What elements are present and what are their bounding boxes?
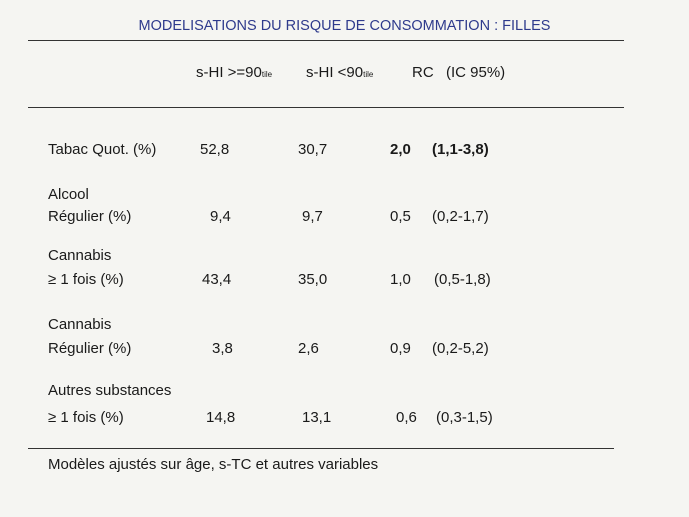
header-col1-main: s-HI >=90 — [196, 64, 262, 81]
row-rc: 0,9 — [390, 340, 411, 357]
top-rule — [28, 40, 624, 41]
row-ic: (0,2-5,2) — [432, 340, 489, 357]
row-label-line1: Alcool — [48, 186, 89, 203]
footnote-rule — [28, 448, 614, 449]
row-ic: (1,1-3,8) — [432, 141, 489, 158]
row-rc: 0,5 — [390, 208, 411, 225]
row-label-line2: Régulier (%) — [48, 340, 132, 357]
header-col2-main: s-HI <90 — [306, 64, 364, 81]
header-col1-sub: tile — [261, 70, 273, 79]
row-value-high: 43,4 — [202, 271, 232, 288]
row-value-low: 13,1 — [302, 409, 332, 426]
row-label-line1: Cannabis — [48, 316, 112, 333]
row-value-high: 3,8 — [212, 340, 233, 357]
row-label: Tabac Quot. (%) — [48, 141, 157, 158]
row-label-line1: Cannabis — [48, 247, 112, 264]
header-rule — [28, 107, 624, 108]
row-label-line2: ≥ 1 fois (%) — [48, 409, 124, 426]
row-label-line1: Autres substances — [48, 382, 172, 399]
row-rc: 0,6 — [396, 409, 417, 426]
row-label-line2: Régulier (%) — [48, 208, 132, 225]
row-label-line2: ≥ 1 fois (%) — [48, 271, 124, 288]
row-ic: (0,3-1,5) — [436, 409, 493, 426]
header-col1 — [196, 64, 272, 81]
row-value-low: 9,7 — [302, 208, 323, 225]
row-value-low: 30,7 — [298, 141, 328, 158]
row-value-low: 2,6 — [298, 340, 319, 357]
row-value-high: 14,8 — [206, 409, 236, 426]
row-ic: (0,5-1,8) — [434, 271, 491, 288]
header-col2 — [306, 64, 373, 81]
row-ic: (0,2-1,7) — [432, 208, 489, 225]
header-col3: RC — [412, 64, 434, 81]
row-value-low: 35,0 — [298, 271, 328, 288]
row-rc: 1,0 — [390, 271, 411, 288]
header-col2-sub: tile — [363, 70, 374, 79]
footnote: Modèles ajustés sur âge, s-TC et autres variables — [48, 456, 379, 473]
row-value-high: 9,4 — [210, 208, 231, 225]
slide-title: MODELISATIONS DU RISQUE DE CONSOMMATION : FILLES — [138, 18, 551, 34]
header-col4: (IC 95%) — [446, 64, 506, 81]
row-rc: 2,0 — [390, 141, 411, 158]
row-value-high: 52,8 — [200, 141, 230, 158]
